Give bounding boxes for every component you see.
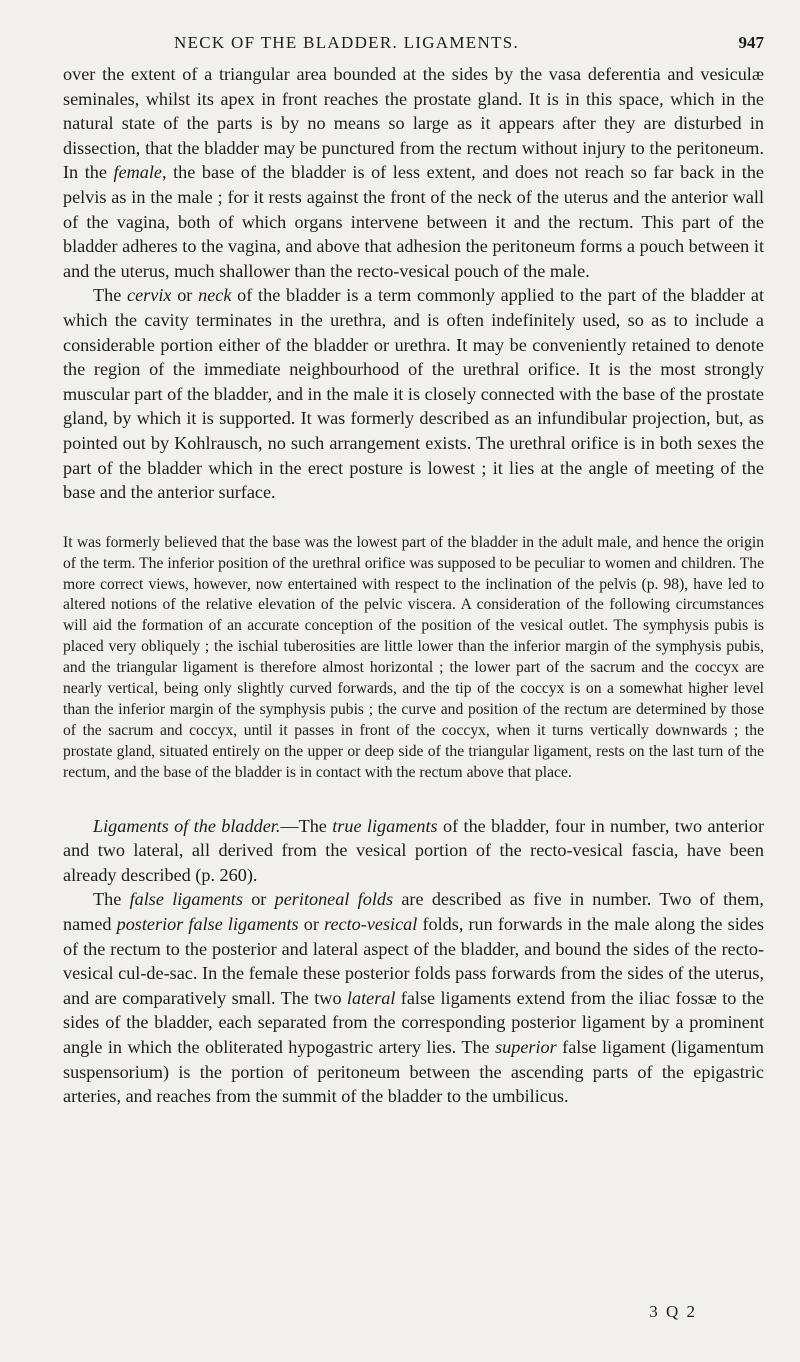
paragraph-1-text: over the extent of a triangular area bounded at the sides by the vasa deferentia and vesiculæ seminales, whilst its apex in front reaches the prostate gland. It is in this space, which in the natural state of the parts is by no means so large as it appears after they are disturbed in dissection, that the bladder may be punctured from the rectum without injury to the peritoneum. In the	[63, 64, 764, 183]
paragraph-3-text-a: —The	[280, 815, 333, 836]
emphasis-superior: superior	[495, 1036, 557, 1057]
paragraph-4-text-a: The	[93, 889, 130, 910]
paragraph-4-text-g: false ligament (ligamentum suspensorium) is the portion of peritoneum between the ascending parts of the epigastric arteries, and reaches from the summit of the bladder to the umbilicus.	[63, 1036, 764, 1107]
page-number: 947	[738, 33, 764, 52]
paragraph-2-text-a: The	[93, 285, 128, 306]
paragraph-4-text-e: folds, run forwards in the male along the sides of the rectum to the posterior and lateral aspect of the bladder, and bound the sides of the recto-vesical cul-de-sac. In the female these posterior folds pass forwards from the sides of the uterus, and are comparatively small. The two	[63, 913, 764, 1008]
paragraph-4-text-c: are described as five in number. Two of them, named	[63, 889, 764, 934]
paragraph-2	[63, 283, 764, 504]
paragraph-3	[63, 814, 764, 888]
small-print-note	[63, 533, 764, 784]
paragraph-4-text-f: false ligaments extend from the iliac fossæ to the sides of the bladder, each separated from the corresponding posterior ligament by a prominent angle in which the obliterated hypogastric artery lies. The	[63, 987, 764, 1057]
emphasis-peritoneal-folds: peritoneal folds	[274, 889, 394, 910]
note-paragraph: It was formerly believed that the base was the lowest part of the bladder in the adult male, and hence the origin of the term. The inferior position of the urethral orifice was supposed to be peculiar to women and children. The more correct views, however, now entertained with respect to the inclination of the pelvis (p. 98), have led to altered notions of the relative elevation of the pelvic viscera. A consideration of the following circumstances will aid the formation of an accurate conception of the position of the vesical outlet. The symphysis pubis is placed very obliquely ; the ischial tuberosities are little lower than the inferior margin of the symphysis pubis, and the triangular ligament is therefore almost horizontal ; the lower part of the sacrum and the coccyx are nearly vertical, being only slightly curved forwards, and the tip of the coccyx is on a somewhat higher level than the inferior margin of the symphysis pubis ; the curve and position of the rectum are determined by those of the sacrum and coccyx, until it passes in front of the coccyx, when it turns vertically downwards ; the prostate gland, situated entirely on the upper or deep side of the triangular ligament, rests on the last turn of the rectum, and the base of the bladder is in contact with the rectum above that place.	[63, 533, 764, 781]
emphasis-true-ligaments: true ligaments	[332, 815, 438, 836]
paragraph-2-text-b: or	[171, 285, 199, 306]
paragraph-2-text-c: of the bladder is a term commonly applied to the part of the bladder at which the cavity terminates in the urethra, and is often indefinitely used, so as to include a considerable portion either of the bladder or urethra. It may be conveniently retained to denote the region of the immediate neighbourhood of the urethral orifice. It is the most strongly muscular part of the bladder, and in the male it is closely connected with the base of the prostate gland, by which it is supported. It was formerly described as an infundibular projection, but, as pointed out by Kohlrausch, no such arrangement exists. The urethral orifice is in both sexes the part of the bladder which in the erect posture is lowest ; it lies at the angle of meeting of the base and the anterior surface.	[63, 285, 765, 503]
running-title: NECK OF THE BLADDER. LIGAMENTS.	[174, 33, 520, 52]
paragraph-4-text-d: or	[298, 913, 325, 934]
emphasis-recto-vesical: recto-vesical	[324, 913, 418, 934]
main-text	[63, 62, 764, 505]
emphasis-cervix: cervix	[127, 285, 172, 306]
paragraph-1	[63, 62, 764, 283]
paragraph-4-text-b: or	[242, 889, 275, 910]
running-head	[63, 0, 764, 62]
signature-mark: 3 Q 2	[649, 1302, 697, 1321]
emphasis-lateral: lateral	[346, 987, 396, 1008]
emphasis-neck: neck	[198, 285, 232, 306]
emphasis-female: female	[113, 162, 162, 183]
paragraph-1-text-b: , the base of the bladder is of less extent, and does not reach so far back in the pelvis as in the male ; for it rests against the front of the neck of the uterus and the anterior wall of the vagina, both of which organs intervene between it and the rectum. This part of the bladder adheres to the vagina, and above that adhesion the peritoneum forms a pouch between it and the uterus, much shallower than the recto-vesical pouch of the male.	[63, 162, 764, 281]
paragraph-4	[63, 887, 764, 1108]
ligaments-section	[63, 814, 764, 1109]
emphasis-false-ligaments: false ligaments	[129, 889, 243, 910]
paragraph-3-text-b: of the bladder, four in number, two anterior and two lateral, all derived from the vesical portion of the recto-vesical fascia, have been already described (p. 260).	[63, 815, 765, 885]
emphasis-posterior-false-ligaments: posterior false ligaments	[116, 913, 299, 934]
section-heading-ligaments: Ligaments of the bladder.	[93, 815, 281, 836]
